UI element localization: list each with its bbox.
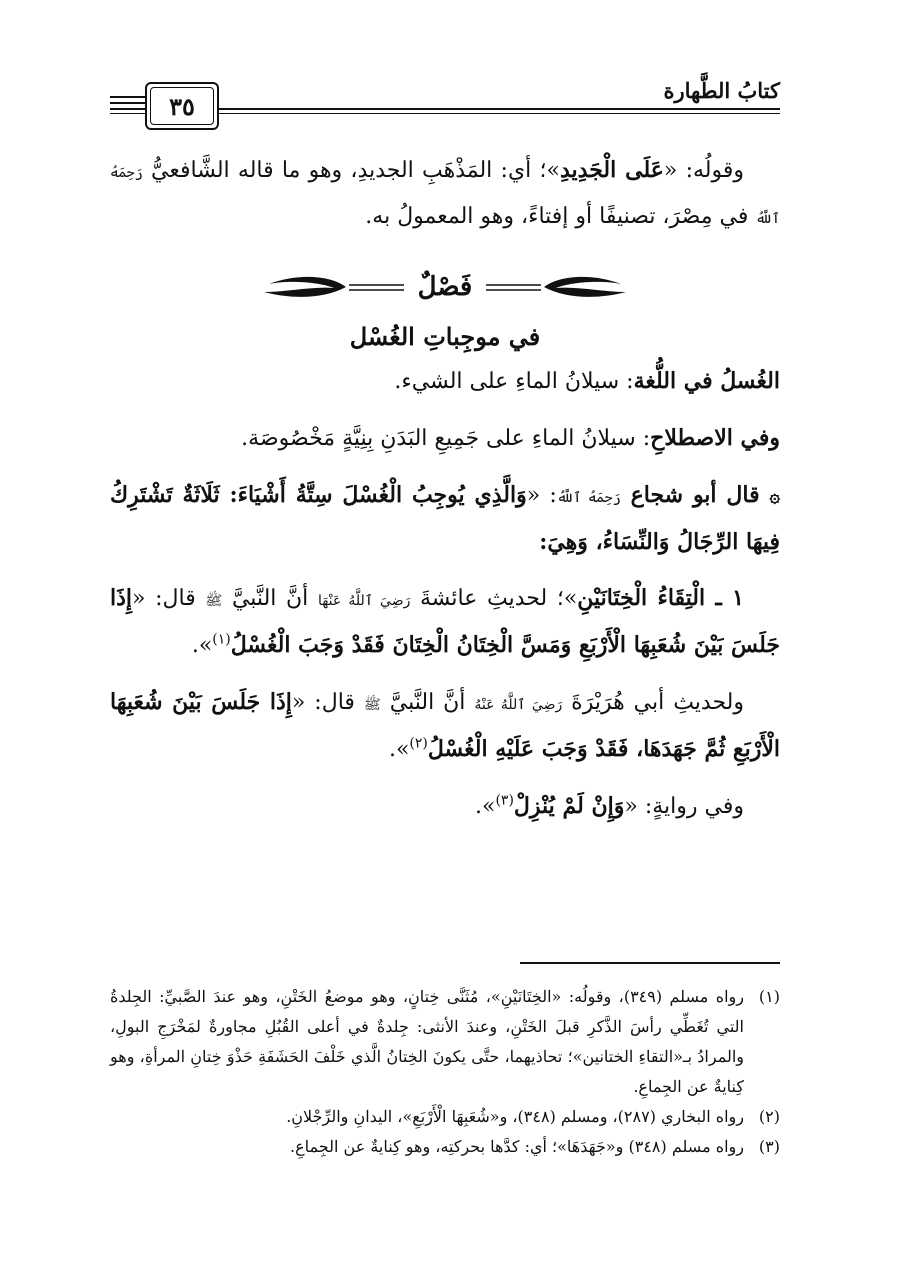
running-title: كتابُ الطَّهارة bbox=[656, 78, 781, 103]
footnote-ref[interactable]: (٣) bbox=[495, 792, 514, 809]
item-1 bbox=[110, 576, 780, 668]
hadith-text: إِذَا جَلَسَ بَيْنَ شُعَبِهَا الْأَرْبَعِ ثُمَّ جَهَدَهَا، فَقَدْ وَجَبَ عَلَيْهِ الْغُسْلُ bbox=[110, 689, 780, 762]
definition-technical bbox=[110, 416, 780, 461]
hadith-text: وَإِنْ لَمْ يُنْزِلْ bbox=[513, 793, 625, 819]
section-subtitle: في موجِباتِ الغُسْل bbox=[349, 322, 541, 351]
footnote-ref[interactable]: (١) bbox=[212, 631, 231, 648]
text-run: أنَّ النَّبيَّ bbox=[222, 586, 318, 611]
footnote-number: (٣) bbox=[758, 1137, 780, 1156]
item-2 bbox=[110, 680, 780, 772]
text-run: ولحديثِ أبي هُرَيْرَةَ bbox=[562, 690, 744, 715]
page-header bbox=[110, 70, 780, 130]
honorific: رَحِمَهُ ٱللَّهُ bbox=[110, 165, 780, 227]
footnotes bbox=[110, 982, 780, 1162]
fasl-heading: فَصْلٌ bbox=[417, 272, 473, 302]
page-number: ٣٥ bbox=[169, 91, 195, 121]
honorific: رَحِمَهُ ٱللَّهُ bbox=[556, 490, 621, 506]
footnote-number: (١) bbox=[758, 987, 780, 1006]
honorific: ﷺ bbox=[205, 593, 223, 609]
honorific: رَضِيَ ٱللَّهُ عَنْهُ bbox=[474, 697, 563, 713]
ornament-right-icon bbox=[486, 272, 636, 302]
speaker: قال أبو شجاع bbox=[630, 482, 760, 508]
text-run: »؛ أي: المَذْهَبِ الجديدِ، وهو ما قاله الشَّافعيُّ bbox=[142, 158, 560, 183]
text-run: ». bbox=[191, 633, 213, 658]
footnote-separator bbox=[520, 962, 780, 964]
matn-text: وَالَّذِي يُوجِبُ الْغُسْلَ سِتَّةُ أَشْيَاءَ: ثَلَاثَةٌ تَشْتَرِكُ فِيهَا الرِّجَالُ وَالنِّسَاءُ، وَهِيَ: bbox=[110, 482, 780, 555]
footnote-text: رواه مسلم (٣٤٩)، وقولُه: «الخِتَانَيْنِ»، مُثَنَّى خِتانٍ، وهو موضعُ الخَتْنِ، وهو عندَ الصَّبيِّ: الجِلدةُ التي تُغَطِّي رأسَ الذَّكرِ قبلَ الخَتْنِ، وعندَ الأنثى: جِلدةٌ في أعلى القُبُلِ مجاورةٌ لمَخْرَجِ البولِ، والمرادُ بـ«التقاءِ الختانين»؛ تحاذيهما، حتَّى يكونَ الخِتانُ الَّذي خَلْفَ الحَشَفَةِ حَذْوَ خِتانِ المرأةِ، وهو كِنايةٌ عن الجِماعِ. bbox=[110, 987, 745, 1096]
text-run: في مِصْرَ، تصنيفًا أو إفتاءً، وهو المعمولُ به. bbox=[365, 204, 756, 229]
ornament-left-icon bbox=[254, 272, 404, 302]
footnote bbox=[110, 982, 780, 1102]
text-run: وفي روايةٍ: « bbox=[624, 794, 744, 819]
honorific: ﷺ bbox=[363, 697, 381, 713]
footnote-text: رواه مسلم (٣٤٨) و«جَهَدَهَا»؛ أي: كدَّها بحركتِه، وهو كِنايةٌ عن الجِماعِ. bbox=[290, 1137, 744, 1156]
text-run: ». bbox=[388, 737, 410, 762]
item-3 bbox=[110, 784, 780, 829]
footnote bbox=[110, 1102, 780, 1132]
text-run: ». bbox=[475, 794, 496, 819]
ornament-bullet-icon: ۞ bbox=[769, 486, 780, 507]
quoted-term: عَلَى الْجَدِيدِ bbox=[559, 157, 664, 183]
item-number: ١ ـ bbox=[705, 585, 744, 611]
footnote-ref[interactable]: (٢) bbox=[409, 735, 428, 752]
text-run: قال: « bbox=[132, 586, 206, 611]
footnote-number: (٢) bbox=[758, 1107, 780, 1126]
text-run: : « bbox=[526, 483, 557, 508]
section-ornament bbox=[110, 259, 780, 315]
main-text bbox=[110, 148, 780, 841]
page-number-frame bbox=[145, 82, 219, 130]
text-run: قال: « bbox=[291, 690, 364, 715]
definition-language bbox=[110, 359, 780, 404]
honorific: رَضِيَ ٱللَّهُ عَنْهَا bbox=[317, 593, 411, 609]
term: الغُسلُ في اللُّغة bbox=[633, 368, 780, 394]
footnote-text: رواه البخاري (٢٨٧)، ومسلم (٣٤٨)، و«شُعَبِهَا الْأَرْبَعِ»، اليدانِ والرِّجْلانِ. bbox=[286, 1107, 744, 1126]
matn-paragraph bbox=[110, 473, 780, 564]
intro-paragraph bbox=[110, 148, 780, 241]
text-run: : سيلانُ الماءِ على جَمِيعِ البَدَنِ بِنِيَّةٍ مَخْصُوصَة. bbox=[241, 426, 651, 451]
text-run: أنَّ النَّبيَّ bbox=[380, 690, 475, 715]
text-run: وقولُه: « bbox=[663, 158, 744, 183]
header-left-bars bbox=[110, 96, 145, 108]
hadith-text: إِذَا جَلَسَ بَيْنَ شُعَبِهَا الْأَرْبَعِ وَمَسَّ الْخِتَانُ الْخِتَانَ فَقَدْ وَجَبَ الْغُسْلُ bbox=[110, 585, 780, 658]
term: الْتِقَاءُ الْخِتَانَيْنِ bbox=[577, 585, 706, 611]
text-run: : سيلانُ الماءِ على الشيء. bbox=[394, 369, 634, 394]
term: وفي الاصطلاحِ bbox=[650, 425, 780, 451]
footnote bbox=[110, 1132, 780, 1162]
text-run: »؛ لحديثِ عائشةَ bbox=[410, 586, 578, 611]
